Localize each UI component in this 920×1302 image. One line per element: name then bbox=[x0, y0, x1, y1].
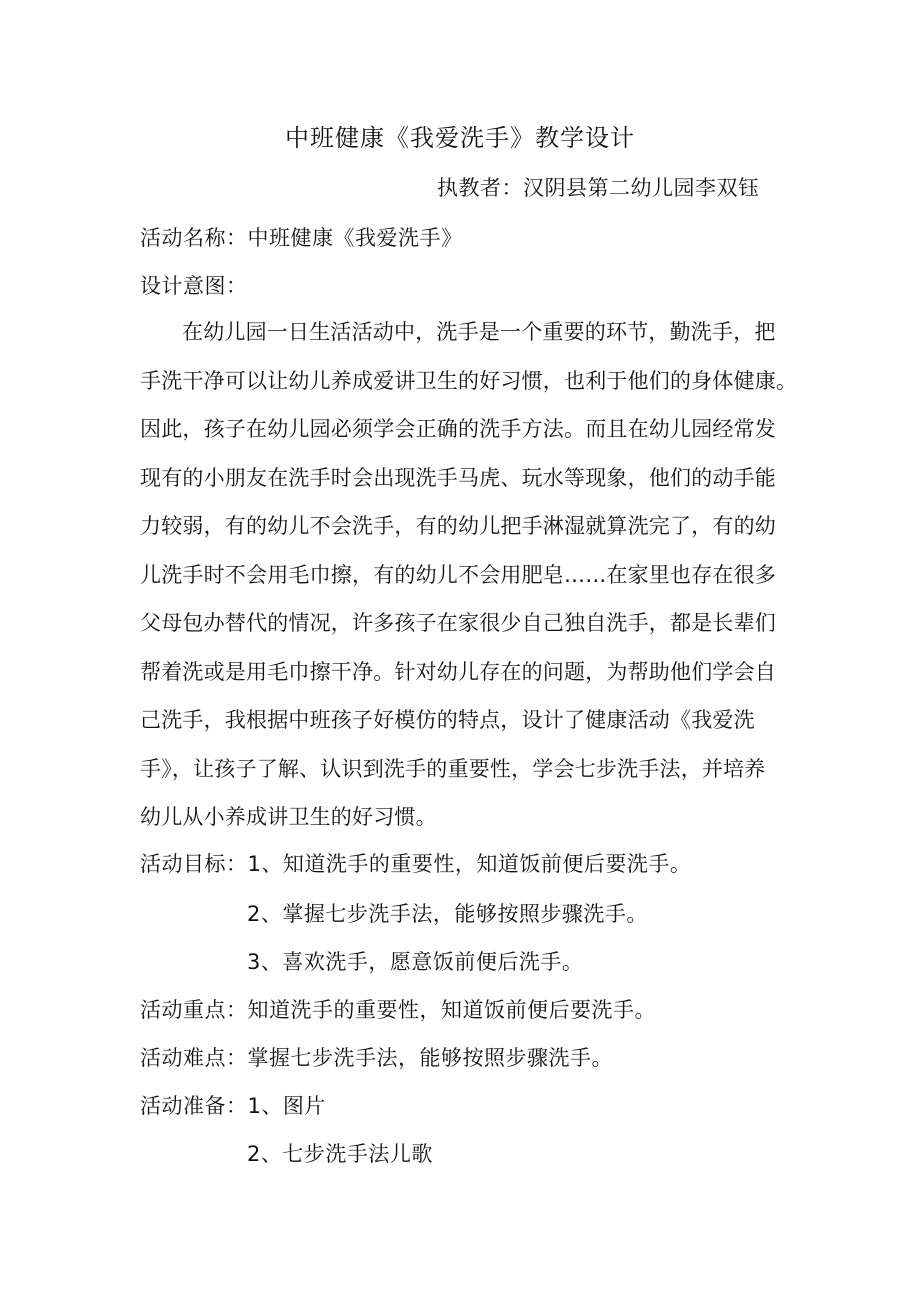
paragraph-line: 儿洗手时不会用毛巾擦，有的幼儿不会用肥皂……在家里也存在很多 bbox=[140, 562, 776, 587]
goals-label: 活动目标： bbox=[140, 852, 248, 876]
goal-item: 2、掌握七步洗手法，能够按照步骤洗手。 bbox=[247, 902, 648, 926]
paragraph-line: 在幼儿园一日生活活动中，洗手是一个重要的环节，勤洗手，把 bbox=[182, 320, 776, 344]
paragraph-line: 幼儿从小养成讲卫生的好习惯。 bbox=[140, 805, 437, 829]
key-point-line: 活动重点：知道洗手的重要性，知道饭前便后要洗手。 bbox=[140, 998, 656, 1022]
paragraph-line: 因此，孩子在幼儿园必须学会正确的洗手方法。而且在幼儿园经常发 bbox=[140, 417, 776, 441]
preparation-line-1 bbox=[140, 1090, 326, 1120]
activity-name-line: 活动名称：中班健康《我爱洗手》 bbox=[140, 226, 463, 250]
paragraph-line: 帮着洗或是用毛巾擦干净。针对幼儿存在的问题，为帮助他们学会自 bbox=[140, 659, 776, 684]
paragraph-line: 现有的小朋友在洗手时会出现洗手马虎、玩水等现象，他们的动手能 bbox=[140, 465, 776, 490]
design-intent-heading: 设计意图： bbox=[140, 274, 248, 298]
goals-line-1 bbox=[140, 848, 691, 878]
paragraph-line: 力较弱，有的幼儿不会洗手，有的幼儿把手淋湿就算洗完了，有的幼 bbox=[140, 514, 776, 538]
paragraph-line: 父母包办替代的情况，许多孩子在家很少自己独自洗手，都是长辈们 bbox=[140, 611, 776, 635]
paragraph-line: 己洗手，我根据中班孩子好模仿的特点，设计了健康活动《我爱洗 bbox=[140, 708, 755, 732]
goal-item: 3、喜欢洗手，愿意饭前便后洗手。 bbox=[247, 950, 584, 974]
goal-item: 1、知道洗手的重要性，知道饭前便后要洗手。 bbox=[247, 852, 692, 876]
document-title: 中班健康《我爱洗手》教学设计 bbox=[285, 124, 635, 152]
preparation-item: 1、图片 bbox=[247, 1094, 326, 1118]
difficulty-line: 活动难点：掌握七步洗手法，能够按照步骤洗手。 bbox=[140, 1046, 613, 1070]
preparation-label: 活动准备： bbox=[140, 1094, 248, 1118]
preparation-item: 2、七步洗手法儿歌 bbox=[247, 1142, 433, 1166]
design-intent-paragraph bbox=[140, 308, 800, 842]
paragraph-line: 手》，让孩子了解、认识到洗手的重要性，学会七步洗手法，并培养 bbox=[140, 756, 766, 781]
author-line: 执教者：汉阴县第二幼儿园李双钰 bbox=[437, 176, 760, 200]
paragraph-line: 手洗干净可以让幼儿养成爱讲卫生的好习惯，也利于他们的身体健康。 bbox=[140, 368, 798, 393]
